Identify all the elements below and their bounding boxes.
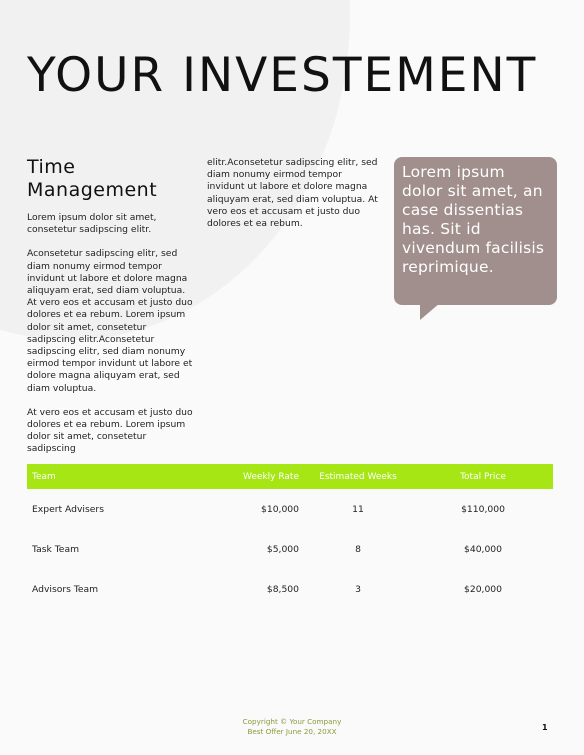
section-heading: Time Management — [27, 156, 158, 201]
cell-team: Task Team — [32, 543, 80, 555]
paragraph: Lorem ipsum dolor sit amet, consetetur sadipscing elitr. — [27, 212, 157, 236]
header-weekly-rate: Weekly Rate — [243, 471, 299, 482]
cell-estimated-weeks: 3 — [355, 583, 361, 595]
header-total-price: Total Price — [460, 471, 506, 482]
cell-total-price: $40,000 — [464, 543, 502, 555]
page-number: 1 — [542, 723, 548, 732]
quote-bubble: Lorem ipsum dolor sit amet, an case dissentias has. Sit id vivendum facilisis reprimique. — [394, 157, 557, 305]
middle-column-text: elitr.Aconsetetur sadipscing elitr, sed diam nonumy eirmod tempor invidunt ut labore et dolore magna aliquyam erat, sed diam voluptua. At vero eos et accusam et justo duo dolores et ea rebum. — [207, 157, 378, 230]
paragraph: Aconsetetur sadipscing elitr, sed diam nonumy eirmod tempor invidunt ut labore et dolore magna aliquyam erat, sed diam voluptua. At vero eos et accusam et justo duo dolores et ea rebum. Lorem ipsum dolor sit amet, consetetur sadipscing elitr.Aconsetetur sadipscing elitr, sed diam nonumy eirmod tempor invidunt ut labore et dolore magna aliquyam erat, sed diam voluptua. — [27, 248, 193, 394]
cell-team: Expert Advisers — [32, 503, 104, 515]
cell-weekly-rate: $5,000 — [266, 543, 299, 555]
footer — [190, 717, 394, 737]
quote-bubble-tail — [420, 303, 440, 320]
left-column-text — [27, 212, 197, 468]
pricing-table — [27, 464, 553, 609]
paragraph: At vero eos et accusam et justo duo dolores et ea rebum. Lorem ipsum dolor sit amet, consetetur sadipscing — [27, 406, 193, 455]
cell-total-price: $110,000 — [461, 503, 505, 515]
cell-estimated-weeks: 11 — [352, 503, 364, 515]
footer-copyright: Copyright © Your Company — [242, 717, 342, 726]
page-title: YOUR INVESTEMENT — [27, 48, 538, 103]
header-team: Team — [32, 471, 56, 482]
cell-weekly-rate: $10,000 — [261, 503, 299, 515]
cell-team: Advisors Team — [32, 583, 99, 595]
footer-offer-date: Best Offer June 20, 20XX — [247, 727, 337, 736]
table-row — [27, 529, 553, 569]
table-row — [27, 489, 553, 529]
header-estimated-weeks: Estimated Weeks — [319, 471, 397, 482]
cell-weekly-rate: $8,500 — [266, 583, 299, 595]
cell-total-price: $20,000 — [464, 583, 502, 595]
table-row — [27, 569, 553, 609]
table-header-row — [27, 464, 553, 489]
cell-estimated-weeks: 8 — [355, 543, 361, 555]
